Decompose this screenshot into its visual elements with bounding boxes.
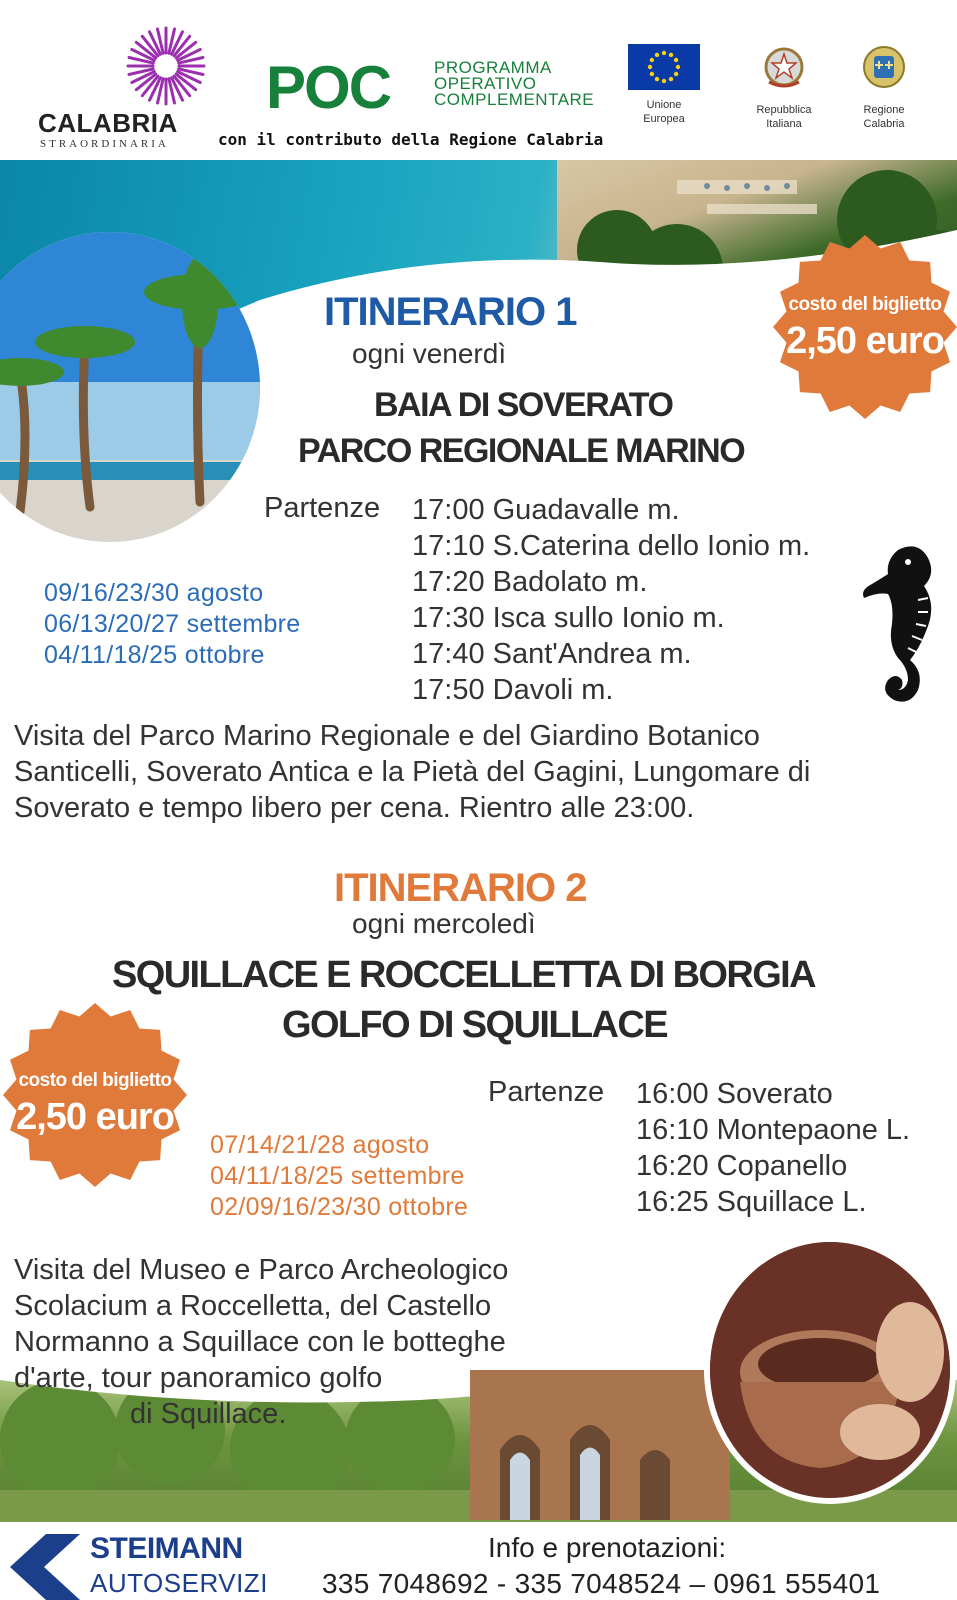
departure-item: 16:10 Montepaone L.: [636, 1114, 911, 1146]
institution-line: Repubblica: [756, 104, 812, 116]
itinerary-2-description: [14, 1252, 614, 1432]
calabria-sub: STRAORDINARIA: [40, 138, 169, 150]
poc-line: PROGRAMMA: [434, 58, 552, 77]
price-badge-label: costo del biglietto: [788, 294, 942, 315]
itinerary-2-day: ogni mercoledì: [352, 908, 536, 939]
departure-item: 17:00 Guadavalle m.: [412, 494, 680, 526]
company-subtitle: AUTOSERVIZI: [90, 1568, 268, 1598]
price-badge-amount: 2,50 euro: [786, 320, 944, 362]
date-item: 02/09/16/23/30 ottobre: [210, 1193, 469, 1221]
departure-item: 17:30 Isca sullo Ionio m.: [412, 602, 725, 634]
itinerary-1-place: BAIA DI SOVERATO: [374, 386, 673, 424]
poc-mark: POC: [266, 54, 391, 121]
departure-item: 17:20 Badolato m.: [412, 566, 648, 598]
institution-line: Europea: [643, 113, 685, 125]
date-item: 07/14/21/28 agosto: [210, 1131, 430, 1159]
price-badge-label: costo del biglietto: [18, 1070, 172, 1091]
info-label: Info e prenotazioni:: [488, 1532, 727, 1563]
description-line: d'arte, tour panoramico golfo: [14, 1362, 383, 1394]
itinerary-1-description: [14, 718, 944, 826]
date-item: 09/16/23/30 agosto: [44, 579, 264, 607]
poc-line: COMPLEMENTARE: [434, 90, 595, 109]
steimann-chevron-icon: [10, 1534, 80, 1600]
price-badge: [0, 1000, 190, 1190]
itinerary-1-place: PARCO REGIONALE MARINO: [298, 432, 745, 470]
dates-list: [44, 578, 300, 671]
dates-list: [210, 1130, 468, 1223]
departures-list: [412, 492, 810, 708]
date-item: 06/13/20/27 settembre: [44, 610, 301, 638]
description-line: Soverato e tempo libero per cena. Rientro alle 23:00.: [14, 792, 695, 824]
departure-item: 17:50 Davoli m.: [412, 674, 614, 706]
price-badge-shape: [0, 1000, 190, 1190]
departures-label: Partenze: [264, 492, 381, 524]
calabria-name: CALABRIA: [38, 108, 178, 138]
itinerary-2-place: GOLFO DI SQUILLACE: [282, 1004, 667, 1046]
description-line: di Squillace.: [130, 1398, 287, 1430]
date-item: 04/11/18/25 ottobre: [44, 641, 265, 669]
departure-item: 17:10 S.Caterina dello Ionio m.: [412, 530, 811, 562]
phone-numbers[interactable]: 335 7048692 - 335 7048524 – 0961 555401: [322, 1568, 881, 1599]
institution-line: Calabria: [863, 118, 905, 130]
institution-line: Regione: [863, 104, 905, 116]
description-line: Visita del Museo e Parco Archeologico: [14, 1254, 509, 1286]
itinerary-2-place: SQUILLACE E ROCCELLETTA DI BORGIA: [112, 954, 815, 996]
description-line: Santicelli, Soverato Antica e la Pietà del Gagini, Lungomare di: [14, 756, 811, 788]
date-item: 04/11/18/25 settembre: [210, 1162, 465, 1190]
poc-line: OPERATIVO: [434, 74, 537, 93]
price-badge-amount: 2,50 euro: [16, 1096, 174, 1138]
itinerary-1-day: ogni venerdì: [352, 338, 507, 369]
pottery-photo: [704, 1236, 956, 1504]
company-name: STEIMANN: [90, 1532, 243, 1565]
departures-list: [636, 1076, 910, 1220]
description-line: Normanno a Squillace con le botteghe: [14, 1326, 506, 1358]
itinerary-2-title: ITINERARIO 2: [334, 866, 587, 910]
contribution-text: con il contributo della Regione Calabria: [218, 130, 604, 149]
departure-item: 16:00 Soverato: [636, 1078, 833, 1110]
departure-item: 17:40 Sant'Andrea m.: [412, 638, 692, 670]
seahorse-icon: [858, 540, 942, 710]
description-line: Scolacium a Roccelletta, del Castello: [14, 1290, 492, 1322]
description-line: Visita del Parco Marino Regionale e del Giardino Botanico: [14, 720, 760, 752]
price-badge: [770, 232, 957, 422]
departure-item: 16:25 Squillace L.: [636, 1186, 867, 1218]
itinerary-1-title: ITINERARIO 1: [324, 290, 577, 334]
departure-item: 16:20 Copanello: [636, 1150, 848, 1182]
institution-line: Unione: [646, 99, 682, 111]
institution-line: Italiana: [766, 118, 802, 130]
departures-label: Partenze: [488, 1076, 605, 1108]
